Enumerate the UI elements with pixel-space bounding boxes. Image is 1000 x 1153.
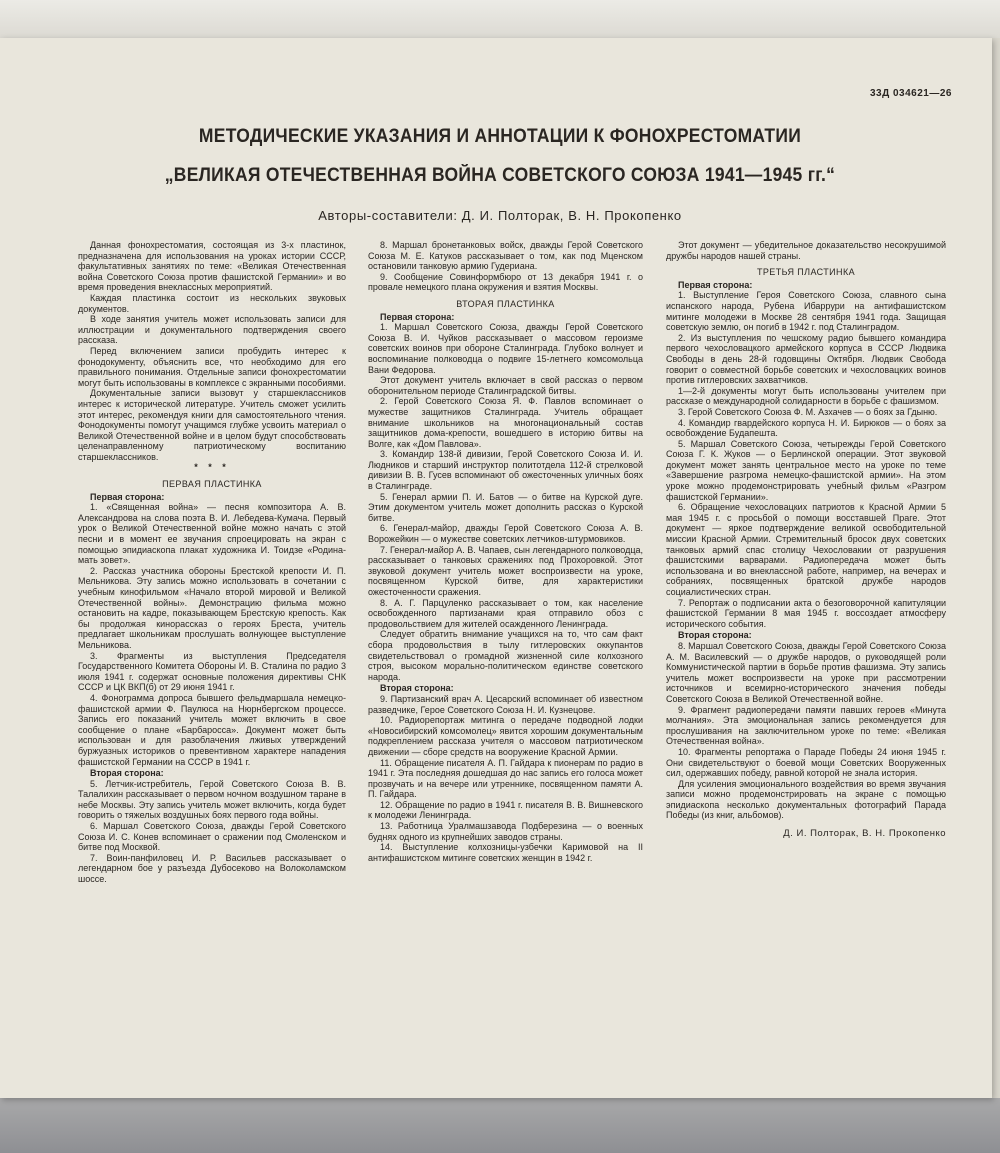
paragraph: Каждая пластинка состоит из нескольких звуковых документов. — [78, 292, 346, 314]
track-item: 4. Командир гвардейского корпуса Н. И. Бирюков — о боях за освобождение Будапешта. — [666, 417, 946, 439]
background-bottom — [0, 1098, 1000, 1153]
track-item: 7. Генерал-майор А. В. Чапаев, сын легендарного полководца, рассказывает о танковых сражениях под Прохоровкой. Этот звуковой документ учитель может воспроизвести на уроке, посвященном Курской битве, для характеристики ожесточенности сражения. — [368, 544, 643, 597]
column-3 — [666, 240, 946, 840]
authors-line: Авторы-составители: Д. И. Полторак, В. Н. Прокопенко — [318, 208, 682, 223]
track-item: 9. Партизанский врач А. Цесарский вспоминает об известном разведчике, Герое Советского Союза Н. И. Кузнецове. — [368, 693, 643, 715]
track-item: 7. Репортаж о подписании акта о безоговорочной капитуляции фашистской Германии 8 мая 1945 г. воссоздает атмосферу исторического события. — [666, 597, 946, 629]
separator: * * * — [194, 462, 230, 473]
catalog-number: 33Д 034621—26 — [869, 88, 952, 99]
track-item: 7. Воин-панфиловец И. Р. Васильев рассказывает о легендарном бое у разъезда Дубосеково на Волоколамском шоссе. — [78, 852, 346, 885]
column-2 — [368, 240, 643, 863]
paragraph: Перед включением записи пробудить интерес к фонодокументу, объяснить все, что необходимо для его правильного понимания. Отдельные записи фонохрестоматии могут быть использованы в комплексе с экранными пособиями. — [78, 345, 346, 388]
track-item: 3. Фрагменты из выступления Председателя Государственного Комитета Обороны И. В. Сталина по радио 3 июля 1941 г. содержат основные положения директивы СНК СССР и ЦК ВКП(б) от 29 июня 1941 г. — [78, 650, 346, 693]
track-item: 8. А. Г. Парцуленко рассказывает о том, как население освобожденного партизанами края отправило обоз с продовольствием для жителей осажденного Ленинграда. — [368, 597, 643, 629]
track-item: 4. Фонограмма допроса бывшего фельдмаршала немецко-фашистской армии Ф. Паулюса на Нюрнбергском процессе. Запись его показаний учитель может включить в свое сообщение о плане «Барбаросса». Документ может быть использован и для разоблачения лживых утверждений буржуазных историков о превентивном характере нападения фашистской Германии на СССР в 1941 г. — [78, 692, 346, 767]
page-title: МЕТОДИЧЕСКИЕ УКАЗАНИЯ И АННОТАЦИИ К ФОНОХРЕСТОМАТИИ — [198, 126, 802, 147]
paragraph: Документальные записи вызовут у старшеклассников интерес к исторической литературе. Учитель сможет усилить этот интерес, рекомендуя книги для самостоятельного чтения. Фонодокументы помогут учащимся глубже усвоить материал о Великой Отечественной войне и в целом будут способствовать целенаправленному патриотическому воспитанию старшеклассников. — [78, 388, 346, 462]
section-heading: ТРЕТЬЯ ПЛАСТИНКА — [757, 267, 855, 278]
track-item: 10. Радиорепортаж митинга о передаче подводной лодки «Новосибирский комсомолец» явится хорошим документальным подкреплением рассказа учителя о массовом патриотическом движении — сборе средств на вооружение Красной Армии. — [368, 715, 643, 757]
track-item: Для усиления эмоционального воздействия во время звучания записи можно продемонстрировать на экране с помощью эпидиаскопа несколько документальных фотографий Парада Победы (из книг, альбомов). — [666, 778, 946, 821]
track-item: 12. Обращение по радио в 1941 г. писателя В. В. Вишневского к молодежи Ленинграда. — [368, 799, 643, 821]
side-heading: Первая сторона: — [678, 279, 753, 290]
section-heading: ПЕРВАЯ ПЛАСТИНКА — [162, 479, 262, 490]
track-item: 2. Рассказ участника обороны Брестской крепости И. П. Мельникова. Эту запись можно использовать в сочетании с учебным кинофильмом «Начало второй мировой и Великой Отечественной войны». Демонстрацию фильма можно остановить на кадре, показывающем Брестскую крепость. Как бы продолжая кинорассказ о героях Бреста, учитель предлагает школьникам прослушать волнующее выступление Мельникова. — [78, 565, 346, 650]
section-heading: ВТОРАЯ ПЛАСТИНКА — [456, 298, 555, 309]
track-item: 1. Маршал Советского Союза, дважды Герой Советского Союза В. И. Чуйков рассказывает о массовом героизме советских воинов при обороне Сталинграда. Глубоко волнует и воспоминание полководца о подвиге 15-летнего комсомольца Вани Федорова. — [368, 322, 643, 375]
track-item: 2. Герой Советского Союза Я. Ф. Павлов вспоминает о мужестве защитников Сталинграда. Учитель обращает внимание школьников на многонациональный состав защитников дома-крепости, вошедшего в историю битвы на Волге, как «Дом Павлова». — [368, 396, 643, 449]
track-item: 11. Обращение писателя А. П. Гайдара к пионерам по радио в 1941 г. Эта последняя дошедшая до нас запись его голоса может прозвучать и на вечере или утреннике, посвященном памяти А. П. Гайдара. — [368, 757, 643, 800]
track-item: 6. Генерал-майор, дважды Герой Советского Союза А. В. Ворожейкин — о мужестве советских летчиков-штурмовиков. — [368, 523, 643, 545]
track-item: 14. Выступление колхозницы-узбечки Каримовой на II антифашистском митинге советских женщин в 1942 г. — [368, 842, 643, 863]
column-1 — [78, 240, 346, 885]
paragraph: В ходе занятия учитель может использовать записи для иллюстрации и документального подтверждения своего рассказа. — [78, 314, 346, 346]
side-heading: Первая сторона: — [380, 311, 455, 322]
side-heading: Вторая сторона: — [380, 683, 454, 694]
track-item: Этот документ учитель включает в свой рассказ о первом оборонительном периоде Сталинградской битвы. — [368, 375, 643, 396]
track-item: 3. Герой Советского Союза Ф. М. Азхачев — о боях за Гдыню. — [678, 406, 938, 417]
track-item: Этот документ — убедительное доказательство несокрушимой дружбы народов нашей страны. — [666, 240, 946, 261]
track-item: Следует обратить внимание учащихся на то, что сам факт сбора продовольствия в тылу гитлеровских оккупантов свидетельствовал о громадной жизненной силе колхозного строя, высоком морально-политическом единстве советского народа. — [368, 629, 643, 682]
track-item: 1. Выступление Героя Советского Союза, славного сына испанского народа, Рубена Ибаррури на антифашистском митинге молодежи в Москве 28 сентября 1941 года. Защищая советскую землю, он погиб в 1942 г. под Сталинградом. — [666, 290, 946, 333]
track-item: 5. Генерал армии П. И. Батов — о битве на Курской дуге. Этим документом учитель может дополнить рассказ о Курской битве. — [368, 491, 643, 523]
track-item: 8. Маршал бронетанковых войск, дважды Герой Советского Союза М. Е. Катуков рассказывает о том, как под Мценском остановили танковую армию Гудериана. — [368, 240, 643, 272]
track-item: 2. Из выступления по чешскому радио бывшего командира первого чехословацкого армейского корпуса в СССР Людвика Свободы в день 28-й годовщины Октября. Людвик Свобода говорит о совместной борьбе советских и чехословацких воинов против гитлеровских захватчиков. — [666, 332, 946, 386]
side-heading: Вторая сторона: — [90, 768, 164, 779]
track-item: 6. Обращение чехословацких патриотов к Красной Армии 5 мая 1945 г. с просьбой о помощи восставшей Праге. Этот документ — яркое подтверждение великой освободительной миссии Красной Армии. Стремительный бросок двух советских танковых армий спас столицу Чехословакии от разрушения фашистскими варварами. Радиопередача может быть использована и во внеклассной работе, например, на вечерах и собраниях, посвященных братской дружбе народов социалистических стран. — [666, 502, 946, 597]
track-item: 5. Маршал Советского Союза, четырежды Герой Советского Союза Г. К. Жуков — о Берлинской операции. Этот звуковой документ может занять центральное место на уроке по теме «Завершение разгрома немецко-фашистской армии». На этом уроке можно продемонстрировать учебный фильм «Разгром фашистской Германии». — [666, 438, 946, 502]
track-item: 6. Маршал Советского Союза, дважды Герой Советского Союза И. С. Конев вспоминает о сражении под Смоленском и битве под Москвой. — [78, 821, 346, 853]
background-top — [0, 0, 1000, 38]
track-item: 10. Фрагменты репортажа о Параде Победы 24 июня 1945 г. Они свидетельствуют о боевой мощи Советских Вооруженных сил, одержавших победу, равной которой не знала история. — [666, 746, 946, 779]
track-item: 1. «Священная война» — песня композитора А. В. Александрова на слова поэта В. И. Лебедева-Кумача. Первый урок о Великой Отечественной войне можно начать с этой песни и в момент ее звучания спроецировать на экран с помощью эпидиаскопа плакат художника И. Тоидзе «Родина-мать зовет». — [78, 502, 346, 566]
track-item: 9. Фрагмент радиопередачи памяти павших героев «Минута молчания». Эта эмоциональная запись рекомендуется для прослушивания на заключительном уроке по теме: «Великая Отечественная война». — [666, 704, 946, 747]
track-item: 5. Летчик-истребитель, Герой Советского Союза В. В. Талалихин рассказывает о первом ночном воздушном таране в небе Москвы. Эту запись учитель может включить, когда будет говорить о тяжелых воздушных боях первого года войны. — [78, 778, 346, 821]
paragraph: Данная фонохрестоматия, состоящая из 3-х пластинок, предназначена для использования на уроках истории СССР, факультативных занятиях по теме: «Великая Отечественная война Советского Союза против фашистской Германии» и во время проведения внеклассных мероприятий. — [78, 240, 346, 293]
track-item: 13. Работница Уралмашзавода Подберезина — о военных буднях одного из крупнейших заводов страны. — [368, 821, 643, 842]
side-heading: Первая сторона: — [90, 491, 165, 502]
track-item: 8. Маршал Советского Союза, дважды Герой Советского Союза А. М. Василевский — о дружбе народов, о руководящей роли Коммунистической партии в борьбе против фашизма. Эту запись учитель может воспроизвести на уроке при рассмотрении источников и всемирно-исторического значения победы Советского Союза в Великой Отечественной войне. — [666, 640, 946, 704]
track-item: 3. Командир 138-й дивизии, Герой Советского Союза И. И. Людников и старший инструктор политотдела 112-й стрелковой дивизии В. В. Гусев вспоминают об ожесточенных уличных боях в Сталинграде. — [368, 449, 643, 492]
side-heading: Вторая сторона: — [678, 630, 752, 641]
track-item: 9. Сообщение Совинформбюро от 13 декабря 1941 г. о провале немецкого плана окружения и взятия Москвы. — [368, 271, 643, 293]
page-subtitle: „ВЕЛИКАЯ ОТЕЧЕСТВЕННАЯ ВОЙНА СОВЕТСКОГО СОЮЗА 1941—1945 гг.“ — [164, 165, 836, 186]
track-item: 1—2-й документы могут быть использованы учителем при рассказе о международной солидарности в борьбе с фашизмом. — [666, 385, 946, 407]
signature: Д. И. Полторак, В. Н. Прокопенко — [783, 828, 946, 840]
